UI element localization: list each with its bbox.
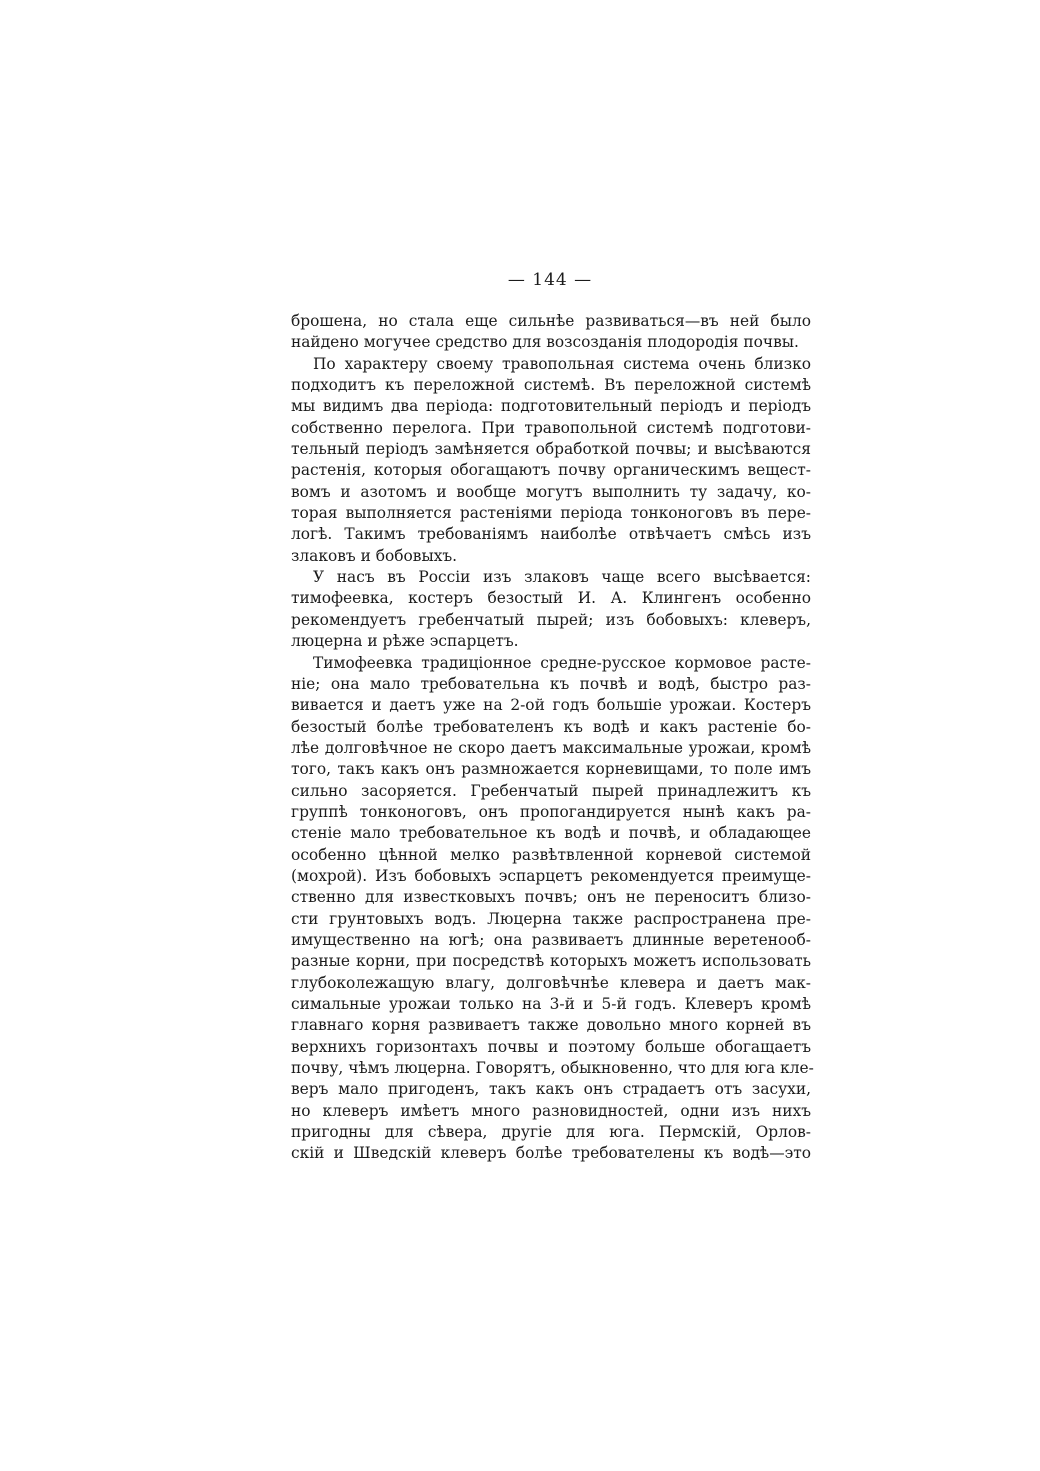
text-line: глубоколежащую влагу, долговѣчнѣе клевера и даетъ мак-: [291, 973, 811, 992]
text-line: сильно засоряется. Гребенчатый пырей принадлежитъ къ: [291, 781, 811, 800]
text-line: того, такъ какъ онъ размножается корневищами, то поле имъ: [291, 760, 811, 779]
text-line: брошена, но стала еще сильнѣе развиваться—въ ней было: [291, 312, 811, 330]
text-line: группѣ тонконоговъ, онъ пропогандируется нынѣ какъ ра-: [291, 802, 811, 821]
text-line: У насъ въ Россіи изъ злаковъ чаще всего высѣвается:: [313, 568, 811, 587]
text-line: симальные урожаи только на 3-й и 5-й годъ. Клеверъ кромѣ: [291, 995, 811, 1013]
text-line: особенно цѣнной мелко развѣтвленной корневой системой: [291, 845, 811, 864]
text-line: логѣ. Такимъ требованіямъ наиболѣе отвѣчаетъ смѣсь изъ: [291, 525, 811, 544]
text-line: подходитъ къ переложной системѣ. Въ переложной системѣ: [291, 376, 811, 395]
text-line: скій и Шведскій клеверъ болѣе требователены къ водѣ—это: [291, 1144, 811, 1163]
text-line: люцерна и рѣже эспарцетъ.: [291, 632, 519, 651]
text-line: стеніе мало требовательное къ водѣ и почвѣ, и обладающее: [291, 824, 811, 843]
text-line: лѣе долговѣчное не скоро даетъ максимальные урожаи, кромѣ: [291, 738, 811, 757]
text-line: пригодны для сѣвера, другіе для юга. Пермскій, Орлов-: [291, 1123, 811, 1142]
text-line: (мохрой). Изъ бобовыхъ эспарцетъ рекомендуется преимуще-: [291, 866, 811, 885]
text-line: вивается и даетъ уже на 2-ой годъ большіе урожаи. Костеръ: [291, 696, 811, 715]
text-line: По характеру своему травопольная система очень близко: [313, 354, 811, 373]
text-line: почву, чѣмъ люцерна. Говорятъ, обыкновенно, что для юга кле-: [291, 1059, 814, 1078]
text-line: растенія, которыя обогащаютъ почву органическимъ вещест-: [291, 461, 811, 480]
text-line: разные корни, при посредствѣ которыхъ можетъ использовать: [291, 952, 811, 971]
text-line: Тимофеевка традиціонное средне-русское кормовое расте-: [313, 653, 811, 672]
text-line: тельный періодъ замѣняется обработкой почвы; и высѣваются: [291, 440, 811, 459]
text-line: рекомендуетъ гребенчатый пырей; изъ бобовыхъ: клеверъ,: [291, 610, 811, 629]
text-line: ніе; она мало требовательна къ почвѣ и водѣ, быстро раз-: [291, 674, 811, 693]
text-line: собственно перелога. При травопольной системѣ подготови-: [291, 418, 811, 437]
page-number: — 144 —: [507, 270, 593, 290]
text-line: торая выполняется растеніями періода тонконоговъ въ пере-: [291, 504, 811, 523]
text-line: ственно для известковыхъ почвъ; онъ не переноситъ близо-: [291, 888, 811, 907]
text-line: найдено могучее средство для возсозданія плодородія почвы.: [291, 333, 799, 352]
text-line: злаковъ и бобовыхъ.: [291, 546, 458, 565]
text-line: главнаго корня развиваетъ также довольно много корней въ: [291, 1016, 811, 1035]
text-line: тимофеевка, костеръ безостый И. А. Клингенъ особенно: [291, 589, 811, 608]
text-line: верхнихъ горизонтахъ почвы и поэтому больше обогащаетъ: [291, 1037, 811, 1056]
text-line: вомъ и азотомъ и вообще могутъ выполнить ту задачу, ко-: [291, 482, 811, 501]
text-line: безостый болѣе требователенъ къ водѣ и какъ растеніе бо-: [291, 717, 811, 736]
text-line: мы видимъ два періода: подготовительный періодъ и періодъ: [291, 397, 811, 416]
text-line: но клеверъ имѣетъ много разновидностей, одни изъ нихъ: [291, 1101, 811, 1120]
text-line: сти грунтовыхъ водъ. Люцерна также распространена пре-: [291, 909, 811, 928]
text-line: имущественно на югѣ; она развиваетъ длинные веретенооб-: [291, 930, 811, 949]
body-text: [291, 311, 814, 1165]
text-line: веръ мало пригоденъ, такъ какъ онъ страдаетъ отъ засухи,: [291, 1080, 811, 1099]
